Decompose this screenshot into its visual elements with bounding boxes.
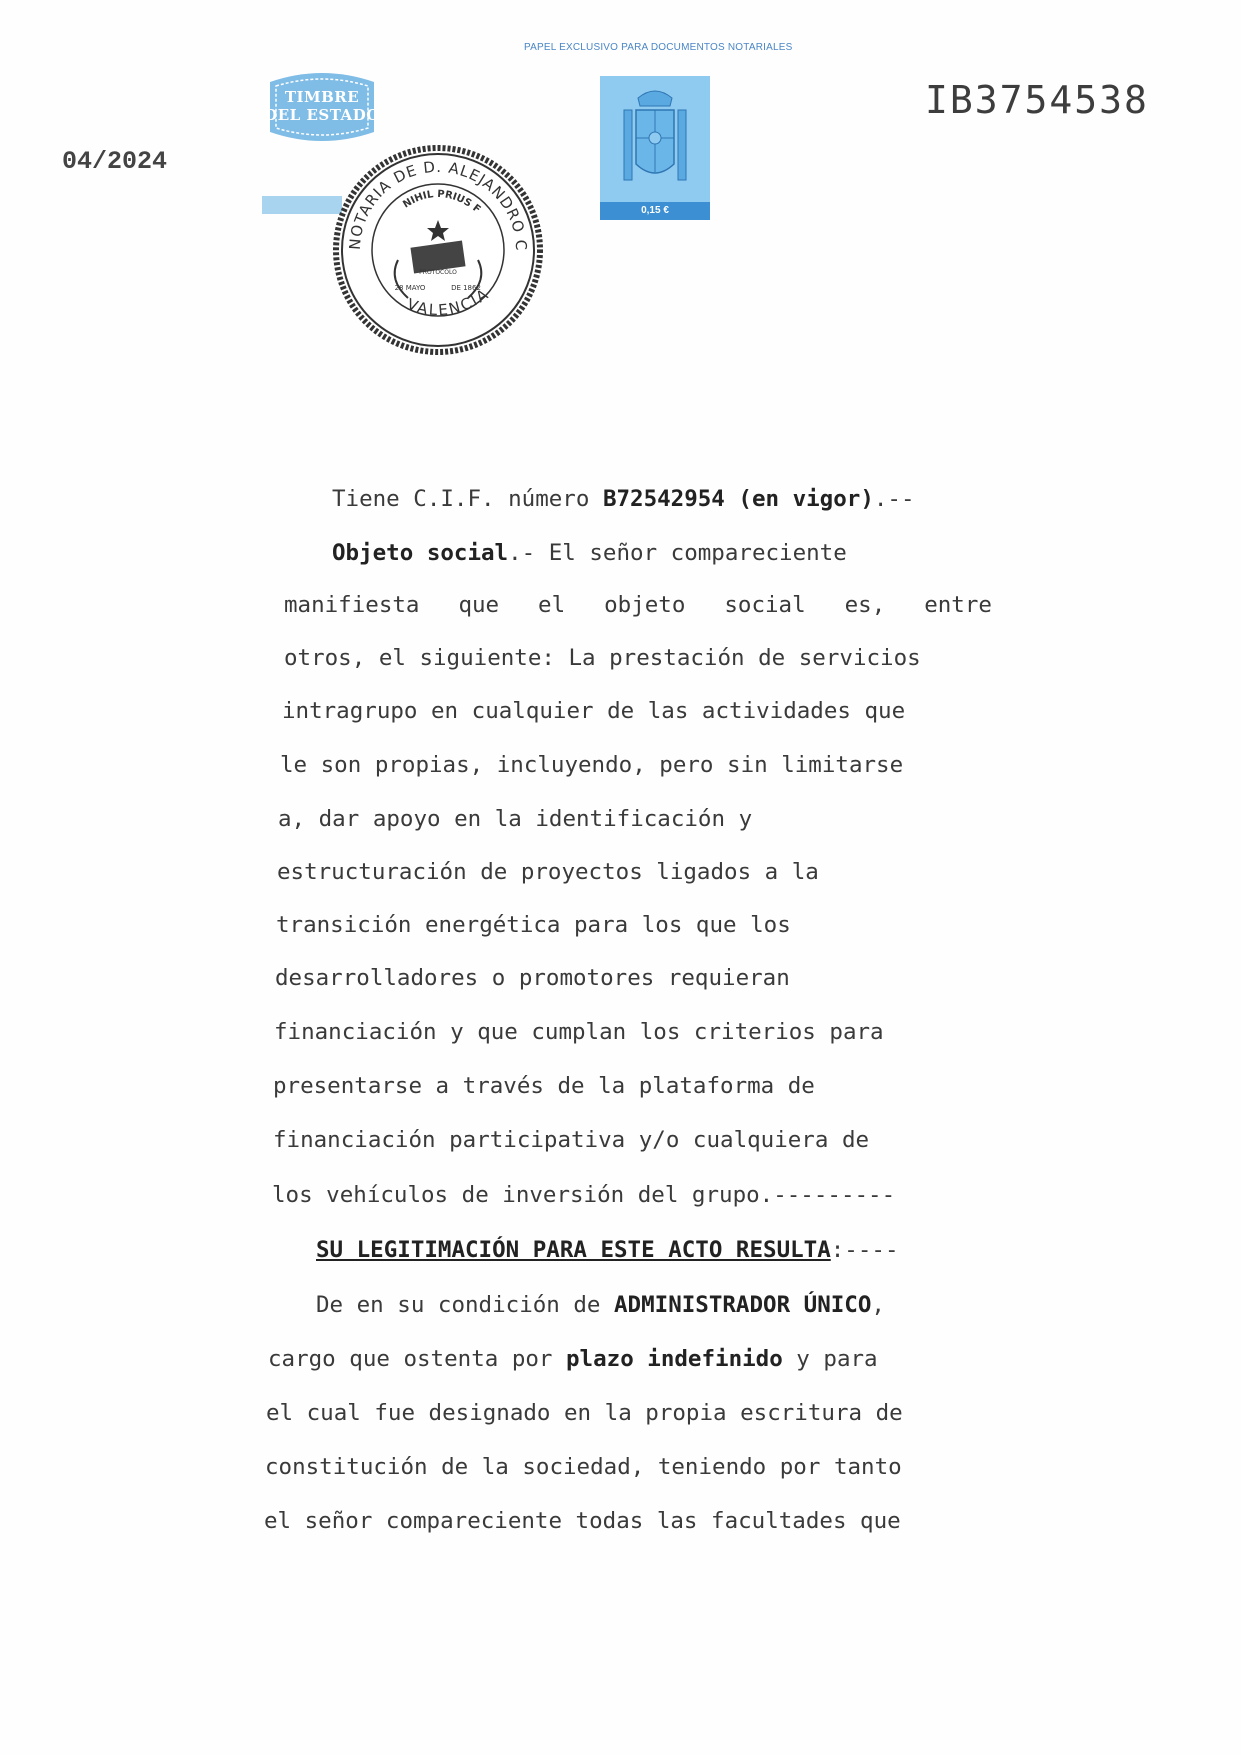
body-line-19: constitución de la sociedad, teniendo por tanto xyxy=(265,1454,902,1480)
body-line-9: transición energética para los que los xyxy=(276,912,791,938)
seal-motto: NIHIL PRIUS F xyxy=(401,188,483,216)
stamp-price: 0,15 € xyxy=(641,205,669,216)
paper-banner: PAPEL EXCLUSIVO PARA DOCUMENTOS NOTARIALES xyxy=(524,42,793,53)
body-line-2: Objeto social.- El señor compareciente xyxy=(332,540,847,566)
plazo-indefinido: plazo indefinido xyxy=(566,1346,783,1372)
body-line-14: los vehículos de inversión del grupo.--------- xyxy=(272,1182,896,1208)
cif-number: B72542954 xyxy=(602,486,725,512)
document-body xyxy=(264,0,994,1755)
body-line-1: Tiene C.I.F. número B72542954 (en vigor).-- xyxy=(332,486,915,512)
seal-book-label: PROTOCOLO xyxy=(419,269,457,276)
body-line-4: otros, el siguiente: La prestación de servicios xyxy=(284,645,921,671)
administrador-unico: ADMINISTRADOR ÚNICO xyxy=(614,1292,872,1318)
seal-outer-text: NOTARIA DE D. ALEJANDRO C xyxy=(345,157,531,252)
body-line-8: estructuración de proyectos ligados a la xyxy=(277,859,819,885)
document-code: 04/2024 xyxy=(62,147,168,176)
legitimacion-heading: SU LEGITIMACIÓN PARA ESTE ACTO RESULTA xyxy=(316,1237,831,1263)
seal-city: VALENCIA xyxy=(404,284,493,320)
body-line-5: intragrupo en cualquier de las actividades que xyxy=(282,698,906,724)
body-line-7: a, dar apoyo en la identificación y xyxy=(278,806,753,832)
seal-ribbon-right: DE 1862 xyxy=(451,284,481,292)
body-line-17: cargo que ostenta por plazo indefinido y para xyxy=(268,1346,878,1372)
timbre-line-2: DEL ESTADO xyxy=(264,106,380,124)
body-line-10: desarrolladores o promotores requieran xyxy=(275,965,790,991)
body-line-11: financiación y que cumplan los criterios para xyxy=(274,1019,884,1045)
body-line-13: financiación participativa y/o cualquiera de xyxy=(273,1127,870,1153)
body-line-18: el cual fue designado en la propia escritura de xyxy=(266,1400,903,1426)
body-line-16: De en su condición de ADMINISTRADOR ÚNICO, xyxy=(316,1292,885,1318)
seal-ribbon-left: 28 MAYO xyxy=(394,284,426,292)
body-line-20: el señor compareciente todas las facultades que xyxy=(264,1508,901,1534)
timbre-line-1: TIMBRE xyxy=(284,88,360,106)
body-line-12: presentarse a través de la plataforma de xyxy=(273,1073,815,1099)
body-line-15: SU LEGITIMACIÓN PARA ESTE ACTO RESULTA:---- xyxy=(316,1237,899,1263)
serial-number: IB3754538 xyxy=(925,78,1149,122)
body-line-3: manifiesta que el objeto social es, entre xyxy=(284,592,992,618)
body-line-6: le son propias, incluyendo, pero sin limitarse xyxy=(280,752,904,778)
objeto-social-label: Objeto social xyxy=(332,540,509,566)
